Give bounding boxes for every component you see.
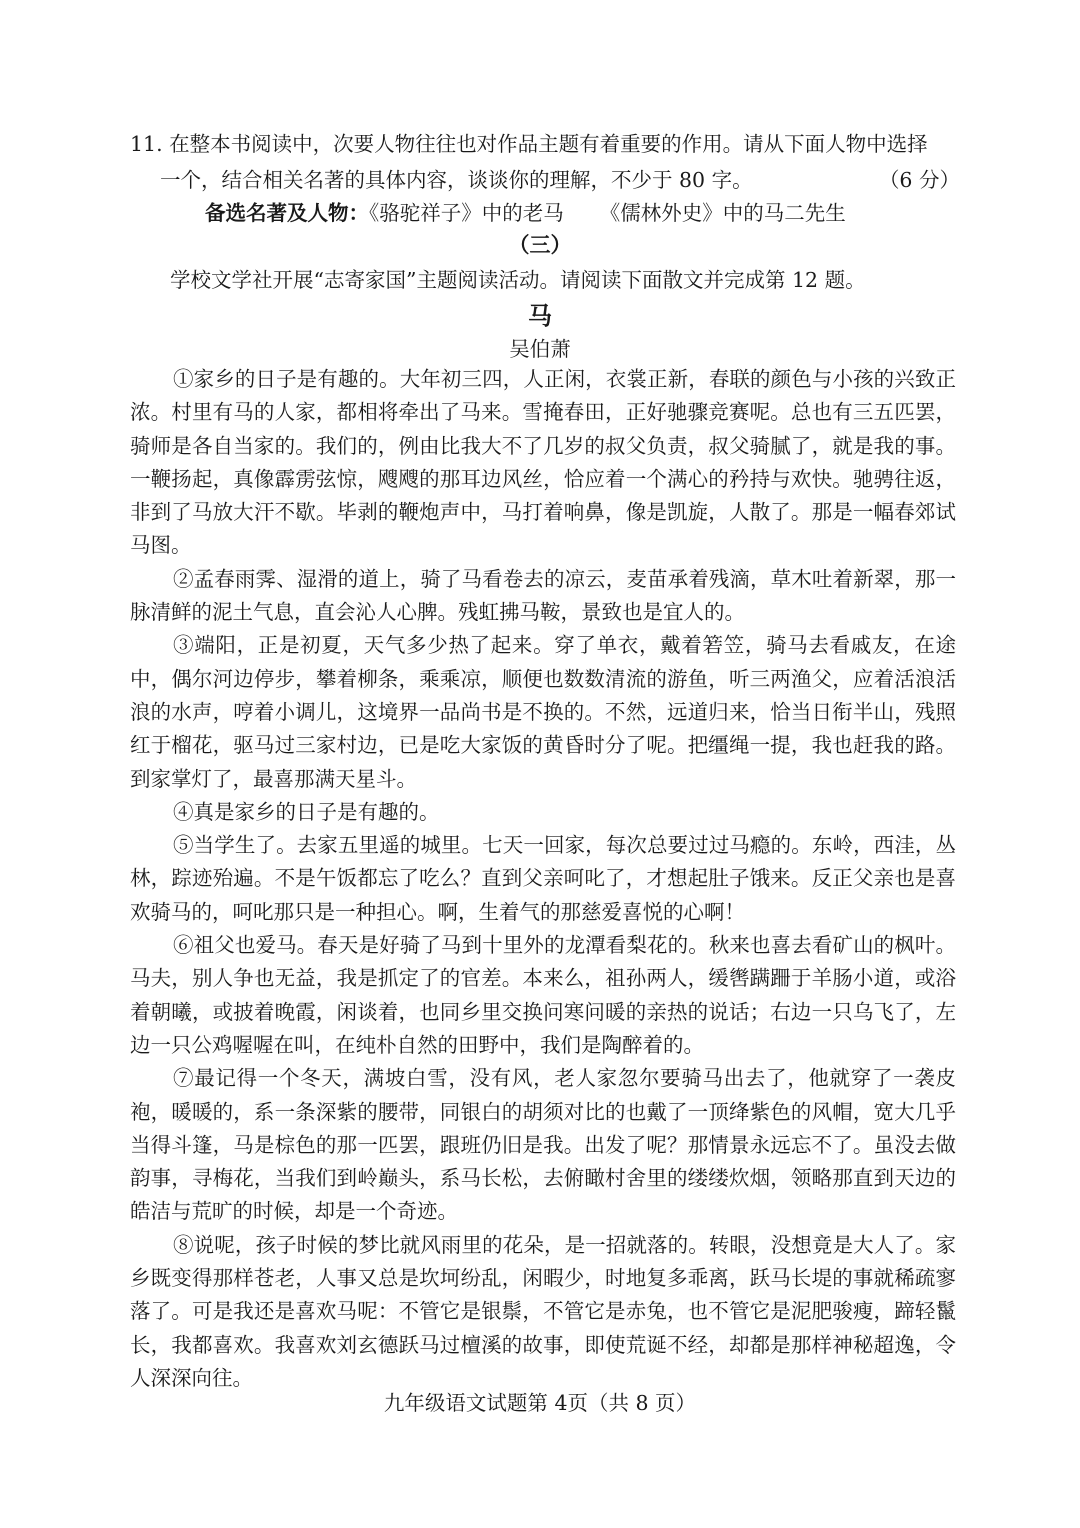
question-11-choices — [205, 198, 846, 228]
question-11-line2 — [130, 162, 960, 198]
page-footer: 九年级语文试题第 4页（共 8 页） — [383, 1391, 697, 1415]
essay-paragraph-2: ②孟春雨霁、湿滑的道上，骑了马看卷去的凉云，麦苗承着残滴，草木吐着新翠，那一脉清鲜的泥土气息，直会沁人心脾。残虹拂马鞍，景致也是宜人的。 — [130, 566, 956, 625]
essay-title: 马 — [528, 301, 552, 330]
section-intro: 学校文学社开展“志寄家国”主题阅读活动。请阅读下面散文并完成第 12 题。 — [170, 268, 866, 292]
question-11 — [130, 126, 960, 198]
question-11-line1: 11. 在整本书阅读中，次要人物往往也对作品主题有着重要的作用。请从下面人物中选择 — [130, 132, 928, 156]
essay-body — [130, 363, 956, 1395]
question-11-prompt: 一个，结合相关名著的具体内容，谈谈你的理解，不少于 80 字。 — [160, 168, 753, 192]
choice-lao-ma: 《骆驼祥子》中的老马 — [369, 201, 564, 225]
choices-label: 备选名著及人物： — [205, 201, 369, 225]
essay-paragraph-5: ⑤当学生了。去家五里遥的城里。七天一回家，每次总要过过马瘾的。东岭，西洼，丛林，踪迹殆遍。不是午饭都忘了吃么？直到父亲呵叱了，才想起肚子饿来。反正父亲也是喜欢骑马的，呵叱那只是一种担心。啊，生着气的那慈爱喜悦的心啊！ — [130, 833, 956, 924]
essay-paragraph-1: ①家乡的日子是有趣的。大年初三四，人正闲，衣裳正新，春联的颜色与小孩的兴致正浓。村里有马的人家，都相将牵出了马来。雪掩春田，正好驰骤竞赛呢。总也有三五匹罢，骑师是各自当家的。我们的，例由比我大不了几岁的叔父负责，叔父骑腻了，就是我的事。一鞭扬起，真像霹雳弦惊，飕飕的那耳边风丝，恰应着一个满心的矜持与欢快。驰骋往返，非到了马放大汗不歇。毕剥的鞭炮声中，马打着响鼻，像是凯旋，人散了。那是一幅春郊试马图。 — [130, 367, 956, 558]
question-11-score: （6 分） — [878, 168, 960, 192]
essay-paragraph-7: ⑦最记得一个冬天，满坡白雪，没有风，老人家忽尔要骑马出去了，他就穿了一袭皮袍，暖暖的，系一条深紫的腰带，同银白的胡须对比的也戴了一顶绛紫色的风帽，宽大几乎当得斗篷，马是棕色的那一匹罢，跟班仍旧是我。出发了呢？那情景永远忘不了。虽没去做韵事，寻梅花，当我们到岭巅头，系马长松，去俯瞰村舍里的缕缕炊烟，领略那直到天边的皓洁与荒旷的时候，却是一个奇迹。 — [130, 1066, 956, 1224]
essay-author: 吴伯萧 — [509, 337, 571, 361]
essay-paragraph-4: ④真是家乡的日子是有趣的。 — [173, 799, 440, 824]
section-heading: （三） — [508, 232, 572, 257]
essay-paragraph-3: ③端阳，正是初夏，天气多少热了起来。穿了单衣，戴着箬笠，骑马去看戚友，在途中，偶尔河边停步，攀着柳条，乘乘凉，顺便也数数清流的游鱼，听三两渔父，应着活浪活浪的水声，哼着小调儿，这境界一品尚书是不换的。不然，远道归来，恰当日衔半山，残照红于榴花，驱马过三家村边，已是吃大家饭的黄昏时分了呢。把缰绳一提，我也赶我的路。到家掌灯了，最喜那满天星斗。 — [130, 633, 956, 791]
essay-paragraph-6: ⑥祖父也爱马。春天是好骑了马到十里外的龙潭看梨花的。秋来也喜去看矿山的枫叶。马夫，别人争也无益，我是抓定了的官差。本来么，祖孙两人，缓辔蹒跚于羊肠小道，或浴着朝曦，或披着晚霞，闲谈着，也同乡里交换问寒问暖的亲热的说话；右边一只乌飞了，左边一只公鸡喔喔在叫，在纯朴自然的田野中，我们是陶醉着的。 — [130, 933, 956, 1057]
essay-paragraph-8: ⑧说呢，孩子时候的梦比就风雨里的花朵，是一招就落的。转眼，没想竟是大人了。家乡既变得那样苍老，人事又总是坎坷纷乱，闲暇少，时地复多乖离，跃马长堤的事就稀疏寥落了。可是我还是喜欢马呢：不管它是银鬃，不管它是赤兔，也不管它是泥肥骏瘦，蹄轻鬣长，我都喜欢。我喜欢刘玄德跃马过檀溪的故事，即使荒诞不经，却都是那样神秘超逸，令人深深向往。 — [130, 1232, 956, 1390]
choice-ma-er: 《儒林外史》中的马二先生 — [599, 201, 846, 225]
